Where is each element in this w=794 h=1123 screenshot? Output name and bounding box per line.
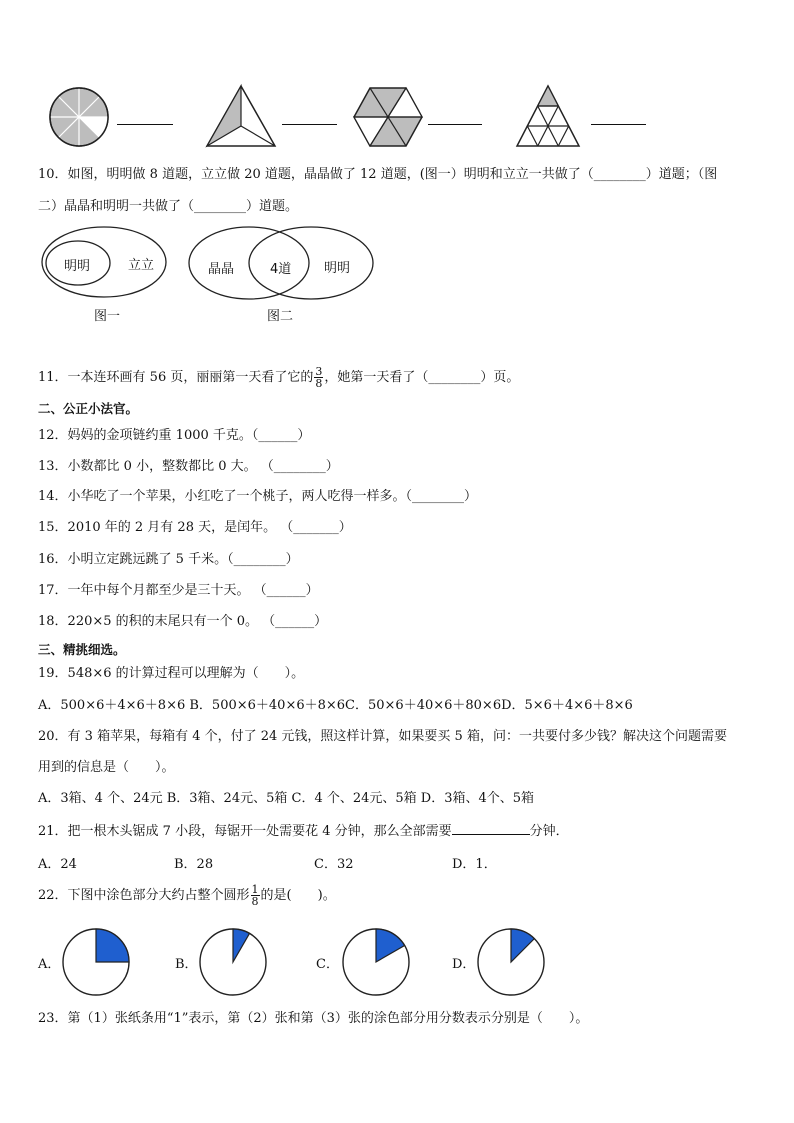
q9-answer-blank-2[interactable] [282, 112, 337, 125]
q22-option-c-pie[interactable] [341, 927, 411, 997]
section-3-heading: 三、精挑细选。 [38, 642, 126, 657]
judge-item-15: 15．2010 年的 2 月有 28 天，是闰年。 （_______） [38, 520, 352, 535]
q22-fraction [251, 884, 260, 907]
venn1-caption: 图一 [94, 309, 121, 324]
q11-text-after: ，她第一天看了（________）页。 [324, 370, 520, 385]
q22-shaded-wedge [96, 929, 129, 962]
q11-fraction-numerator: 3 [315, 365, 323, 378]
triangle-ninths-figure [515, 84, 581, 148]
q9-answer-blank-4[interactable] [591, 112, 646, 125]
q10-line-1: 10．如图，明明做 8 道题，立立做 20 道题，晶晶做了 12 道题，(图一）明明和立立一共做了（________）道题；（图 [38, 167, 718, 182]
circle-eighths-figure [48, 86, 112, 148]
q11-line [38, 366, 519, 389]
q11-fraction-denominator: 8 [315, 377, 323, 390]
q21-stem [38, 822, 569, 840]
judge-item-18: 18．220×5 的积的末尾只有一个 0。 （______） [38, 614, 328, 629]
q22-option-d-pie[interactable] [476, 927, 546, 997]
section-2-heading: 二、公正小法官。 [38, 401, 139, 416]
venn2-caption: 图二 [267, 309, 294, 324]
q22-stem [38, 884, 336, 908]
q20-options: A．3箱、4 个、24元 B．3箱、24元、5箱 C．4 个、24元、5箱 D．3箱、4个、5箱 [38, 791, 535, 806]
q22-option-c-label[interactable]: C． [316, 957, 339, 972]
hexagon-sixths-figure [352, 86, 424, 148]
q10-line-2: 二）晶晶和明明一共做了（________）道题。 [38, 199, 299, 214]
q23-stem: 23．第（1）张纸条用“1”表示，第（2）张和第（3）张的涂色部分用分数表示分别是（ ）。 [38, 1011, 589, 1026]
q9-answer-blank-1[interactable] [117, 112, 173, 125]
venn1-outer-label: 立立 [128, 258, 155, 273]
venn1-inner-label: 明明 [64, 259, 91, 274]
q22-option-b-pie[interactable] [198, 927, 268, 997]
q20-line-2: 用到的信息是（ ）。 [38, 760, 175, 775]
q22-option-b-label[interactable]: B． [175, 957, 198, 972]
q19-options: A．500×6＋4×6＋8×6 B．500×6＋40×6＋8×6C．50×6＋40×6＋80×6D．5×6＋4×6＋8×6 [38, 698, 633, 713]
q21-option-b[interactable]: B．28 [174, 857, 214, 872]
q22-fraction-denominator: 8 [251, 895, 259, 908]
q9-answer-blank-3[interactable] [428, 112, 482, 125]
q22-fraction-numerator: 1 [251, 883, 259, 896]
q22-text-after: 的是( )。 [260, 888, 336, 903]
venn2-intersection-label: 4道 [270, 262, 292, 277]
venn2-right-label: 明明 [324, 261, 351, 276]
q22-option-a-pie[interactable] [61, 927, 131, 997]
q21-answer-blank[interactable] [452, 822, 530, 835]
q21-option-c[interactable]: C．32 [314, 857, 354, 872]
venn2-left-label: 晶晶 [208, 262, 235, 277]
q21-text-before: 21．把一根木头锯成 7 小段，每锯开一处需要花 4 分钟，那么全部需要 [38, 824, 452, 839]
judge-item-13: 13．小数都比 0 小，整数都比 0 大。 （________） [38, 459, 339, 474]
judge-item-16: 16．小明立定跳远跳了 5 千米。（________） [38, 552, 299, 567]
q11-fraction [314, 366, 323, 389]
q22-option-d-label[interactable]: D． [452, 957, 476, 972]
judge-item-17: 17．一年中每个月都至少是三十天。 （______） [38, 583, 319, 598]
judge-item-14: 14．小华吃了一个苹果，小红吃了一个桃子，两人吃得一样多。（________） [38, 489, 478, 504]
triangle-thirds-figure [205, 84, 277, 148]
q20-line-1: 20．有 3 箱苹果，每箱有 4 个，付了 24 元钱，照这样计算，如果要买 5 箱，问：一共要付多少钱？解决这个问题需要 [38, 729, 727, 744]
q22-text-before: 22．下图中涂色部分大约占整个圆形 [38, 888, 250, 903]
q19-stem: 19．548×6 的计算过程可以理解为（ ）。 [38, 666, 305, 681]
judge-item-12: 12．妈妈的金项链约重 1000 千克。（______） [38, 428, 311, 443]
q21-text-after: 分钟． [529, 824, 569, 839]
q21-option-a[interactable]: A．24 [38, 857, 77, 872]
q22-option-a-label[interactable]: A． [38, 957, 61, 972]
q11-text-before: 11．一本连环画有 56 页，丽丽第一天看了它的 [38, 370, 314, 385]
q21-option-d[interactable]: D．1． [452, 857, 497, 872]
